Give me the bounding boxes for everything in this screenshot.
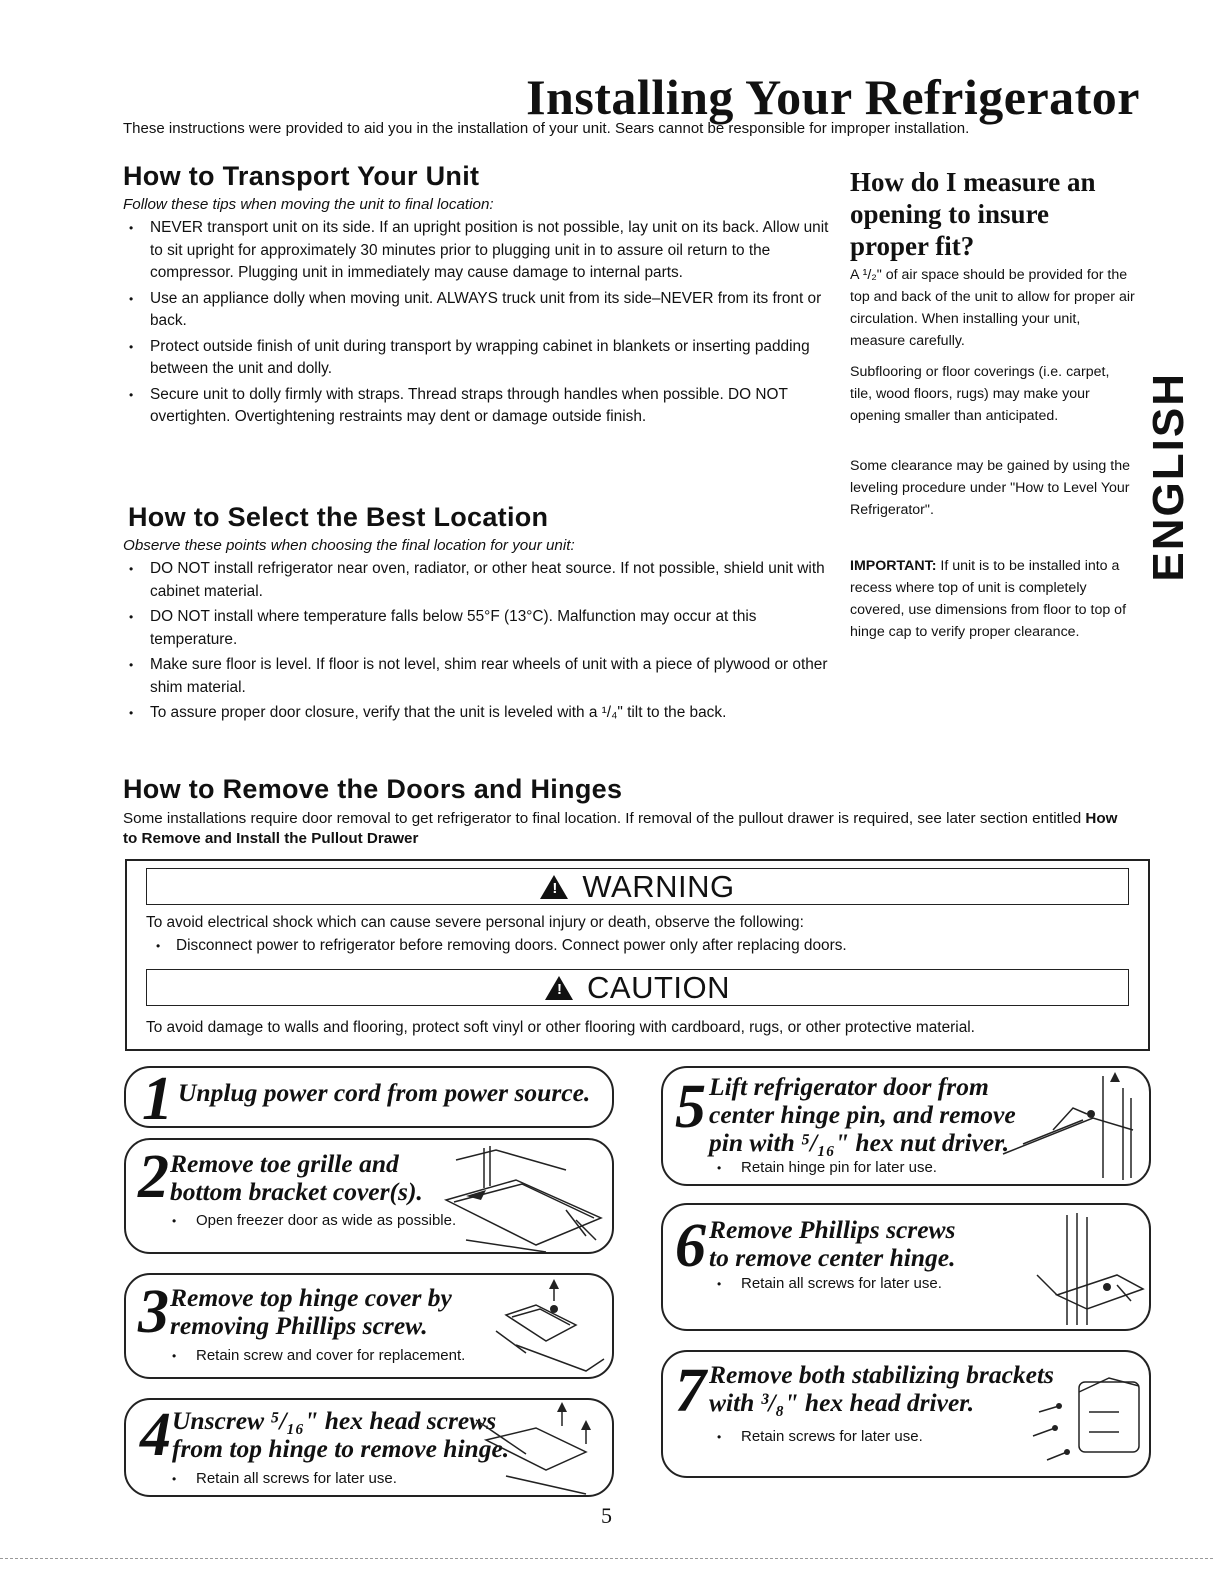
list-item: • DO NOT install refrigerator near oven, radiator, or other heat source. If not possible, shield unit with cabinet material.	[123, 558, 835, 603]
step-title-line-2: removing Phillips screw.	[170, 1311, 428, 1340]
list-item: • To assure proper door closure, verify that the unit is leveled with a ¹/₄" tilt to the back.	[123, 702, 835, 725]
doors-text-reference: How to Remove and Install the Pullout Drawer	[123, 810, 1118, 847]
footer-divider	[0, 1558, 1213, 1559]
measure-paragraph-2: Subflooring or floor coverings (i.e. carpet, tile, wood floors, rugs) may make your opening smaller than anticipated.	[850, 364, 1110, 424]
step-title-line-1: Remove top hinge cover by	[170, 1283, 452, 1312]
caution-icon: !	[545, 976, 573, 1000]
location-heading: How to Select the Best Location	[128, 502, 549, 532]
warning-bullet-text: Disconnect power to refrigerator before removing doors. Connect power only after replacing doors.	[176, 937, 847, 954]
measure-heading: How do I measure an opening to insure proper fit?	[850, 167, 1096, 261]
top-hinge-illustration	[466, 1400, 612, 1496]
center-hinge-pin-illustration	[983, 1068, 1149, 1184]
step-number: 5	[675, 1073, 706, 1141]
step-bullet: • Open freezer door as wide as possible.	[172, 1212, 456, 1229]
step-7-card	[661, 1350, 1151, 1478]
step-1-card	[124, 1066, 614, 1128]
toe-grille-illustration	[426, 1140, 614, 1252]
doors-heading: How to Remove the Doors and Hinges	[123, 774, 623, 804]
step-bullet: • Retain screws for later use.	[717, 1428, 923, 1445]
important-text: If unit is to be installed into a recess where top of unit is completely covered, use dimensions from floor to top of hinge cap to verify proper clearance.	[850, 558, 1127, 640]
page-title: Installing Your Refrigerator	[526, 69, 1140, 125]
intro-text: These instructions were provided to aid you in the installation of your unit. Sears cannot be responsible for improper installation.	[123, 120, 970, 137]
center-hinge-illustration	[1027, 1205, 1147, 1329]
step-title-line-2: to remove center hinge.	[709, 1243, 956, 1272]
caution-text: To avoid damage to walls and flooring, protect soft vinyl or other flooring with cardboard, rugs, or other protective material.	[146, 1019, 975, 1036]
hinge-cover-illustration	[476, 1275, 612, 1379]
step-title: Unplug power cord from power source.	[178, 1078, 591, 1107]
warning-label: WARNING	[582, 869, 735, 904]
list-item: • NEVER transport unit on its side. If an upright position is not possible, lay unit on its back. Allow unit to sit upright for approximately 30 minutes prior to plugging unit in to assure oil return to the compressor. Plugging unit in immediately may cause damage to internal parts.	[123, 217, 835, 285]
step-bullet: • Retain all screws for later use.	[172, 1470, 397, 1487]
step-4-card	[124, 1398, 614, 1497]
page-number: 5	[601, 1503, 612, 1528]
list-item: • DO NOT install where temperature falls below 55°F (13°C). Malfunction may occur at this temperature.	[123, 606, 835, 651]
step-2-card	[124, 1138, 614, 1254]
caution-label: CAUTION	[587, 970, 730, 1005]
step-number: 7	[675, 1357, 706, 1425]
safety-notice-box	[125, 859, 1150, 1051]
transport-list	[123, 217, 835, 432]
step-bullet: • Retain screw and cover for replacement.	[172, 1347, 465, 1364]
list-item: • Use an appliance dolly when moving unit. ALWAYS truck unit from its side–NEVER from its front or back.	[123, 288, 835, 333]
step-number: 2	[138, 1143, 169, 1211]
step-bullet: • Retain all screws for later use.	[717, 1275, 942, 1292]
caution-banner	[146, 969, 1129, 1006]
transport-heading: How to Transport Your Unit	[123, 161, 480, 191]
step-title-line-3: pin with ⁵/₁₆" hex nut driver.	[709, 1128, 1010, 1157]
measure-paragraph-3: Some clearance may be gained by using the leveling procedure under "How to Level Your Refrigerator".	[850, 458, 1130, 518]
step-title-line-2: center hinge pin, and remove	[709, 1100, 1016, 1129]
list-item: • Protect outside finish of unit during transport by wrapping cabinet in blankets or inserting padding between the unit and dolly.	[123, 336, 835, 381]
step-title-line-1: Lift refrigerator door from	[709, 1072, 989, 1101]
important-label: IMPORTANT:	[850, 558, 937, 574]
step-bullet: • Retain hinge pin for later use.	[717, 1159, 937, 1176]
list-item: • Secure unit to dolly firmly with straps. Thread straps through handles when possible. DO NOT overtighten. Overtightening restraints may dent or damage outside finish.	[123, 384, 835, 429]
stabilizing-bracket-illustration	[1019, 1352, 1149, 1476]
step-title-line-2: bottom bracket cover(s).	[170, 1177, 423, 1206]
warning-bullet: • Disconnect power to refrigerator before removing doors. Connect power only after replacing doors.	[156, 937, 847, 954]
step-title-line-1: Unscrew ⁵/₁₆" hex head screws	[172, 1406, 497, 1435]
measure-paragraph-1: A ¹/₂" of air space should be provided for the top and back of the unit to allow for proper air circulation. When installing your unit, measure carefully.	[850, 267, 1135, 349]
important-note	[850, 555, 1138, 643]
transport-lead: Follow these tips when moving the unit to final location:	[123, 196, 494, 213]
step-number: 3	[138, 1278, 169, 1346]
warning-text: To avoid electrical shock which can cause severe personal injury or death, observe the following:	[146, 914, 804, 931]
step-title-line-1: Remove toe grille and	[170, 1149, 399, 1178]
step-6-card	[661, 1203, 1151, 1331]
location-list	[123, 558, 835, 728]
warning-icon: !	[540, 875, 568, 899]
doors-text	[123, 809, 1128, 849]
doors-text-body: Some installations require door removal to get refrigerator to final location. If removal of the pullout drawer is required, see later section entitled	[123, 810, 1086, 827]
step-title-line-2: with ³/₈" hex head driver.	[709, 1388, 975, 1417]
step-3-card	[124, 1273, 614, 1379]
step-title-line-2: from top hinge to remove hinge.	[172, 1434, 510, 1463]
warning-banner	[146, 868, 1129, 905]
step-number: 6	[675, 1212, 706, 1280]
step-number: 4	[140, 1401, 171, 1469]
step-number: 1	[142, 1066, 173, 1128]
step-5-card	[661, 1066, 1151, 1186]
list-item: • Make sure floor is level. If floor is not level, shim rear wheels of unit with a piece of plywood or other shim material.	[123, 654, 835, 699]
location-lead: Observe these points when choosing the final location for your unit:	[123, 537, 575, 554]
step-title-line-1: Remove both stabilizing brackets	[709, 1360, 1054, 1389]
step-title-line-1: Remove Phillips screws	[709, 1215, 956, 1244]
language-tab: ENGLISH	[1144, 372, 1193, 582]
